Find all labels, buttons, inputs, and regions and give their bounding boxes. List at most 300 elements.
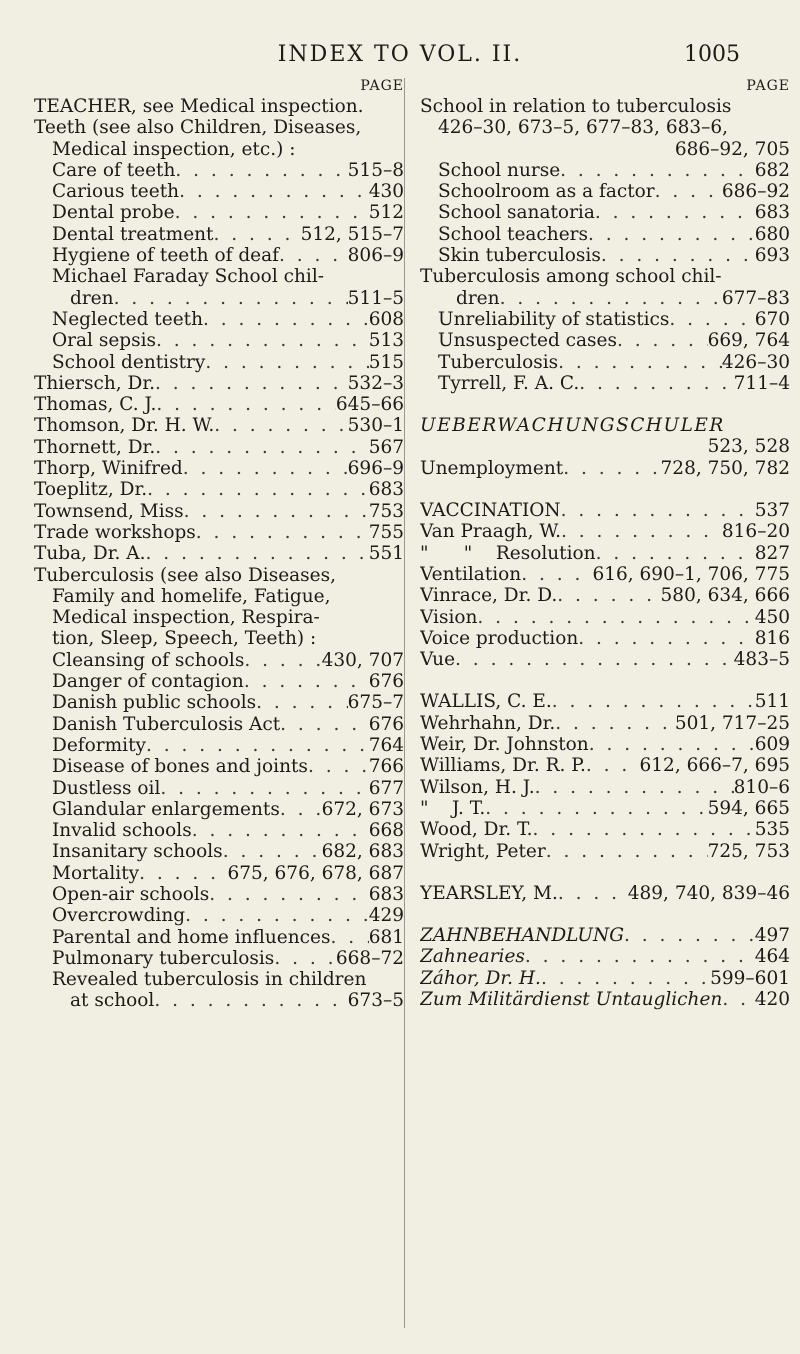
entry-term: Tuba, Dr. A. [34,543,146,565]
page-column-label: PAGE [360,78,404,94]
entry-pages: 683 [368,479,404,501]
entry-pages: 580, 634, 666 [660,585,790,607]
entry-term: Ventilation [420,563,522,585]
leader-dots [533,819,755,840]
entry-pages: 612, 666–7, 695 [639,755,790,777]
entry-pages: 567 [368,436,404,458]
leader-dots [561,500,755,521]
index-list [420,500,790,670]
index-entry [34,735,404,756]
entry-heading-cont: Medical inspection, etc.) : [52,138,296,160]
entry-pages: 512, 515–7 [300,223,404,245]
index-entry [420,181,790,202]
entry-pages: 683 [754,202,790,224]
index-list [420,691,790,861]
entry-heading-cont: Medical inspection, Respira- [52,607,320,629]
leader-dots [485,798,707,819]
leader-dots [155,373,348,394]
index-list [420,309,790,394]
entry-pages: 670 [754,308,790,330]
entry-pages: 672, 673 [321,798,404,820]
index-entry [34,501,404,522]
leader-dots [179,181,369,202]
entry-pages: 551 [368,543,404,565]
index-entry [34,841,404,862]
entry-term: Dental treatment [52,223,214,245]
leader-dots [146,543,369,564]
leader-dots [455,649,734,670]
index-list [34,309,404,373]
entry-term: Carious teeth [52,181,180,203]
entry-pages: 693 [754,245,790,267]
leader-dots [196,522,369,543]
entry-line: Michael Faraday School chil- [52,266,324,288]
entry-term: Wilson, H. J. [420,776,535,798]
index-list [34,650,404,969]
entry-pages: 682 [754,159,790,181]
entry-pages: 430, 707 [321,649,404,671]
entry-pages: 766 [368,756,404,778]
entry-term: Cleansing of schools [52,649,245,671]
index-entry [420,224,790,245]
index-entry [34,522,404,543]
index-list [420,160,790,266]
entry-pages: 696–9 [347,458,404,480]
leader-dots [561,521,722,542]
entry-pages: 681 [368,926,404,948]
entry-term: YEARSLEY, M. [420,882,558,904]
entry-pages: 464 [754,946,790,968]
entry-term: " " Resolution [420,542,596,564]
entry-pages: 535 [754,819,790,841]
entry-pages: 806–9 [347,245,404,267]
entry-term: Danger of contagion [52,671,244,693]
leader-dots [541,968,710,989]
page-number: 1005 [684,42,740,67]
leader-dots [223,841,322,862]
entry-term: dren [456,287,500,309]
entry-term: Parental and home influences [52,926,331,948]
index-entry [34,160,404,181]
entry-pages: 450 [754,606,790,628]
leader-dots [205,352,368,373]
index-entry [420,691,790,712]
leader-dots [558,883,628,904]
leader-dots [669,309,754,330]
leader-dots [139,863,227,884]
index-entry [420,330,790,351]
leader-dots [589,734,755,755]
leader-dots [546,841,708,862]
index-entry [420,734,790,755]
entry-term: Wood, Dr. T. [420,819,533,841]
entry-pages: 676 [368,713,404,735]
index-entry [34,224,404,245]
entry-term: Van Praagh, W. [420,521,562,543]
entry-term: School sanatoria [438,202,595,224]
index-list [34,160,404,266]
index-entry [420,925,790,946]
leader-dots [214,415,347,436]
entry-pages: 668 [368,820,404,842]
entry-pages: 430 [368,181,404,203]
leader-dots [579,373,733,394]
index-entry [34,948,404,969]
leader-dots [596,543,755,564]
entry-term: School nurse [438,159,561,181]
index-entry [420,841,790,862]
entry-term: Vinrace, Dr. D. [420,585,558,607]
entry-heading: TEACHER, see Medical inspection. [34,96,364,117]
entry-term: VACCINATION [420,500,561,522]
entry-pages: 426–30 [721,351,790,373]
entry-pages: 711–4 [733,372,790,394]
entry-pages: 530–1 [347,415,404,437]
index-entry [34,820,404,841]
index-entry [34,778,404,799]
entry-term: Vue [420,649,456,671]
entry-pages: 483–5 [733,649,790,671]
entry-pages: 669, 764 [707,330,790,352]
entry-term: Danish Tuberculosis Act [52,713,281,735]
entry-term: Invalid schools [52,820,192,842]
leader-dots [525,946,755,967]
index-entry [420,713,790,734]
index-entry [420,628,790,649]
leader-dots [244,650,321,671]
entry-pages: 753 [368,500,404,522]
entry-term: Danish public schools [52,692,257,714]
entry-term: Zahnearies [420,946,525,968]
entry-pages: 594, 665 [707,797,790,819]
leader-dots [578,628,754,649]
leader-dots [175,160,347,181]
entry-term: Thiersch, Dr. [34,372,156,394]
index-entry [420,288,790,309]
entry-term: Deformity [52,734,146,756]
entry-term: Skin tuberculosis [438,245,601,267]
entry-term: Insanitary schools [52,841,223,863]
entry-term: Glandular enlargements [52,798,280,820]
index-entry [34,479,404,500]
index-entry [34,543,404,564]
leader-dots [156,330,369,351]
entry-pages: 645–66 [335,394,404,416]
entry-term: Záhor, Dr. H. [420,967,541,989]
index-entry [420,245,790,266]
index-entry [34,863,404,884]
index-list [420,883,790,904]
entry-term: Unemployment [420,457,564,479]
index-entry [420,564,790,585]
index-list [420,288,790,309]
index-list [34,373,404,565]
leader-dots [552,691,755,712]
index-entry [34,202,404,223]
entry-pages: 668–72 [335,947,404,969]
index-entry [34,714,404,735]
entry-pages: 429 [368,905,404,927]
entry-heading-cont: tion, Sleep, Speech, Teeth) : [52,628,317,650]
entry-term: Vision [420,606,478,628]
entry-line: School in relation to tuberculosis [420,96,732,117]
leader-dots [601,245,755,266]
index-entry [34,756,404,777]
index-entry [420,458,790,479]
index-entry [420,755,790,776]
entry-term: Schoolroom as a factor [438,181,655,203]
index-entry [420,819,790,840]
entry-term: Disease of bones and joints [52,756,308,778]
leader-dots [558,352,722,373]
column-divider [404,78,405,1328]
entry-term: Mortality [52,862,140,884]
leader-dots [557,585,660,606]
entry-heading: UEBERWACHUNGSCHULER [420,415,725,437]
entry-pages: 511 [754,691,790,713]
entry-pages: 513 [368,330,404,352]
entry-term: WALLIS, C. E. [420,691,552,713]
entry-term: Pulmonary tuberculosis [52,947,275,969]
index-entry [420,373,790,394]
entry-pages: 725, 753 [707,840,790,862]
leader-dots [521,564,592,585]
index-entry [420,352,790,373]
leader-dots [586,755,640,776]
left-column [34,76,404,1012]
leader-dots [279,245,348,266]
entry-term: " J. T. [420,797,486,819]
entry-term: Unsuspected cases [438,330,617,352]
index-entry [34,437,404,458]
entry-term: Wright, Peter [420,840,546,862]
leader-dots [535,777,734,798]
index-entry [420,543,790,564]
entry-pages: 497 [754,925,790,947]
leader-dots [500,288,722,309]
entry-pages: 755 [368,521,404,543]
entry-term: Dustless oil [52,777,161,799]
leader-dots [192,820,369,841]
entry-pages: 677–83 [721,287,790,309]
entry-term: Open-air schools [52,883,210,905]
page-column-label: PAGE [746,78,790,94]
index-entry [420,607,790,628]
entry-pages: 523, 528 [707,436,790,458]
index-list [34,288,404,309]
leader-dots [146,735,369,756]
entry-pages: 683 [368,883,404,905]
leader-dots [209,884,368,905]
entry-pages: 532–3 [347,372,404,394]
leader-dots [617,330,708,351]
entry-term: at school [70,990,155,1012]
leader-dots [184,501,369,522]
leader-dots [256,692,348,713]
entry-pages: 515–8 [347,159,404,181]
entry-pages: 609 [754,734,790,756]
index-entry [34,330,404,351]
index-entry [34,415,404,436]
entry-pages: 827 [754,542,790,564]
entry-term: Thornett, Dr. [34,436,156,458]
entry-pages: 680 [754,223,790,245]
index-entry [34,671,404,692]
entry-heading: Tuberculosis (see also Diseases, [34,564,336,586]
entry-pages: 816–20 [721,521,790,543]
leader-dots [183,458,348,479]
index-entry [34,373,404,394]
entry-term: Williams, Dr. R. P. [420,755,586,777]
entry-pages: 676 [368,671,404,693]
entry-term: Voice production [420,627,579,649]
entry-term: Overcrowding [52,905,186,927]
entry-pages: 515 [368,351,404,373]
entry-term: School teachers [438,223,588,245]
index-entry [420,989,790,1010]
leader-dots [624,925,755,946]
index-entry [34,650,404,671]
entry-line: 686–92, 705 [674,138,790,160]
index-entry [34,905,404,926]
entry-term: Hygiene of teeth of deaf [52,245,279,267]
entry-term: Unreliability of statistics [438,308,670,330]
entry-pages: 511–5 [347,287,404,309]
entry-term: Tyrrell, F. A. C. [438,372,580,394]
running-title: INDEX TO VOL. II. [277,42,523,67]
entry-pages: 616, 690–1, 706, 775 [592,563,790,585]
entry-pages: 675–7 [347,692,404,714]
leader-dots [563,458,660,479]
index-entry [420,202,790,223]
entry-term: Tuberculosis [438,351,559,373]
leader-dots [156,394,336,415]
leader-dots [308,756,369,777]
entry-line: 426–30, 673–5, 677–83, 683–6, [438,117,729,139]
entry-heading: Teeth (see also Children, Diseases, [34,117,362,139]
index-entry [420,500,790,521]
leader-dots [555,713,675,734]
leader-dots [655,181,722,202]
entry-pages: 675, 676, 678, 687 [227,862,404,884]
index-entry [34,884,404,905]
leader-dots [280,799,322,820]
entry-pages: 677 [368,777,404,799]
index-list [420,458,790,479]
leader-dots [330,927,368,948]
index-entry [34,990,404,1011]
entry-pages: 420 [754,988,790,1010]
leader-dots [280,714,369,735]
index-entry [420,649,790,670]
index-entry [34,394,404,415]
entry-pages: 816 [754,627,790,649]
index-entry [420,585,790,606]
leader-dots [560,160,755,181]
index-entry [34,309,404,330]
entry-pages: 682, 683 [321,841,404,863]
leader-dots [477,607,754,628]
entry-term: ZAHNBEHANDLUNG [420,925,624,947]
leader-dots [160,778,368,799]
entry-term: Weir, Dr. Johnston [420,734,589,756]
index-entry [420,883,790,904]
entry-term: Thorp, Winifred [34,458,183,480]
running-header [0,42,800,67]
index-entry [34,352,404,373]
index-entry [420,798,790,819]
leader-dots [147,479,369,500]
index-entry [420,777,790,798]
index-entry [34,288,404,309]
entry-term: Toeplitz, Dr. [34,479,148,501]
entry-pages: 501, 717–25 [674,712,790,734]
index-entry [420,946,790,967]
index-entry [34,245,404,266]
entry-pages: 764 [368,734,404,756]
entry-term: Townsend, Miss [34,500,184,522]
entry-term: Thomas, C. J. [34,394,157,416]
entry-term: Wehrhahn, Dr. [420,712,556,734]
leader-dots [203,309,369,330]
leader-dots [154,990,347,1011]
entry-pages: 537 [754,500,790,522]
leader-dots [244,671,369,692]
index-list [420,925,790,1010]
index-entry [34,692,404,713]
leader-dots [274,948,336,969]
index-entry [420,160,790,181]
right-column [420,76,790,1010]
entry-pages: 673–5 [347,990,404,1012]
entry-term: Zum Militärdienst Untauglichen [420,988,723,1010]
index-entry [34,181,404,202]
entry-line: Tuberculosis among school chil- [420,266,722,288]
entry-term: Thomson, Dr. H. W. [34,415,215,437]
leader-dots [722,989,754,1010]
leader-dots [114,288,348,309]
leader-dots [588,224,755,245]
entry-term: dren [70,287,114,309]
index-entry [34,458,404,479]
index-entry [34,927,404,948]
entry-term: Oral sepsis [52,330,157,352]
entry-pages: 608 [368,308,404,330]
index-entry [420,968,790,989]
leader-dots [155,437,368,458]
entry-pages: 512 [368,202,404,224]
entry-pages: 728, 750, 782 [660,457,790,479]
leader-dots [185,905,369,926]
leader-dots [175,202,369,223]
entry-pages: 489, 740, 839–46 [627,882,790,904]
entry-pages: 599–601 [710,967,790,989]
entry-term: Trade workshops [34,521,196,543]
entry-term: Neglected teeth [52,308,203,330]
entry-line: Revealed tuberculosis in children [52,969,367,991]
index-list [34,990,404,1011]
index-entry [420,521,790,542]
entry-pages: 686–92 [721,181,790,203]
index-entry [34,799,404,820]
leader-dots [595,202,755,223]
entry-term: School dentistry [52,351,206,373]
entry-pages: 810–6 [733,776,790,798]
entry-term: Dental probe [52,202,175,224]
entry-heading-cont: Family and homelife, Fatigue, [52,585,331,607]
leader-dots [214,224,301,245]
entry-term: Care of teeth [52,159,176,181]
